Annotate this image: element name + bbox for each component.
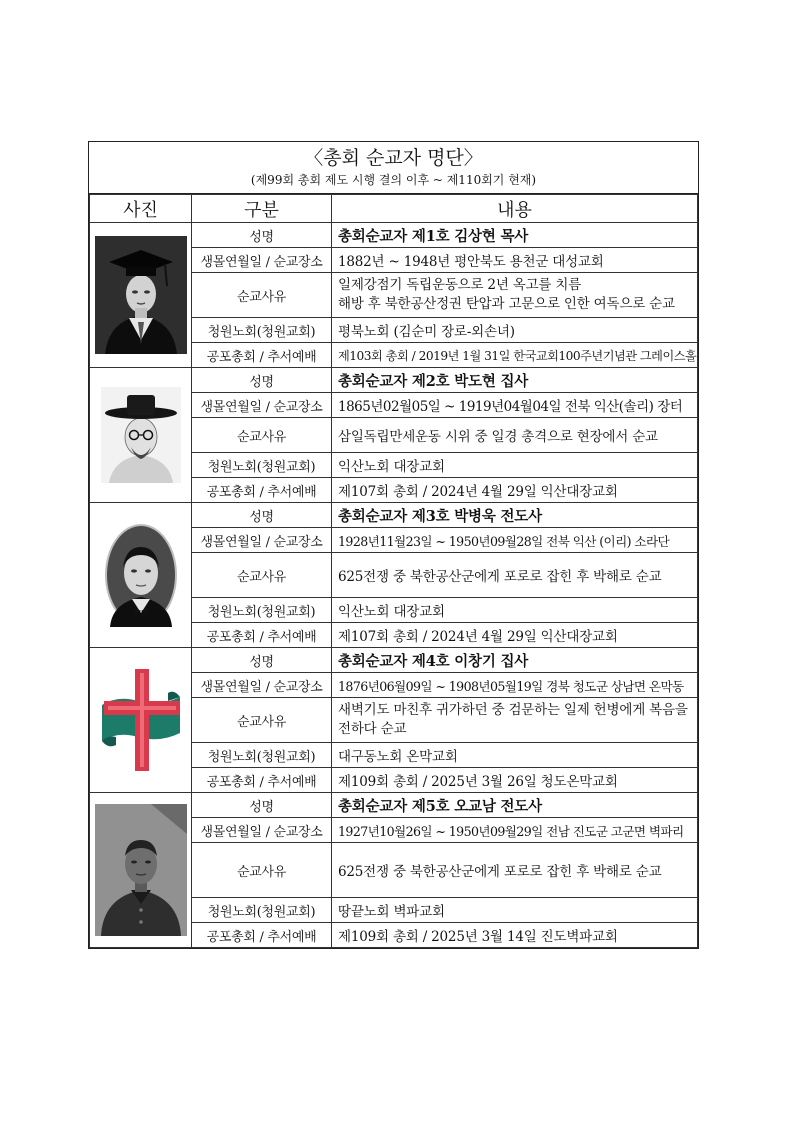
table-row (90, 223, 698, 248)
label-name: 성명 (192, 503, 332, 528)
label-name: 성명 (192, 648, 332, 673)
label-presbytery: 청원노회(청원교회) (192, 743, 332, 768)
label-name: 성명 (192, 368, 332, 393)
martyr-presbytery: 대구동노회 온막교회 (332, 743, 698, 768)
label-reason: 순교사유 (192, 843, 332, 898)
label-dates: 생몰연월일 / 순교장소 (192, 248, 332, 273)
martyr-dates: 1882년 ~ 1948년 평안북도 용천군 대성교회 (332, 248, 698, 273)
martyr-assembly: 제107회 총회 / 2024년 4월 29일 익산대장교회 (332, 478, 698, 503)
label-presbytery: 청원노회(청원교회) (192, 598, 332, 623)
label-presbytery: 청원노회(청원교회) (192, 898, 332, 923)
martyr-assembly: 제109회 총회 / 2025년 3월 26일 청도온막교회 (332, 768, 698, 793)
martyr-presbytery: 평북노회 (김순미 장로-외손녀) (332, 318, 698, 343)
martyr-assembly: 제103회 총회 / 2019년 1월 31일 한국교회100주년기념관 그레이스홀 (332, 343, 698, 368)
label-assembly: 공포총회 / 추서예배 (192, 923, 332, 948)
label-reason: 순교사유 (192, 418, 332, 453)
martyr-presbytery: 익산노회 대장교회 (332, 598, 698, 623)
martyr-reason-line: 해방 후 북한공산정권 탄압과 고문으로 인한 여독으로 순교 (338, 296, 675, 312)
label-assembly: 공포총회 / 추서예배 (192, 623, 332, 648)
label-dates: 생몰연월일 / 순교장소 (192, 528, 332, 553)
martyr-photo-cell (90, 648, 192, 793)
martyr-name: 총회순교자 제1호 김상현 목사 (332, 223, 698, 248)
column-header-category: 구분 (192, 195, 332, 223)
document-title: 〈총회 순교자 명단〉 (304, 147, 483, 169)
document-header (89, 142, 698, 194)
martyr-dates: 1865년02월05일 ~ 1919년04월04일 전북 익산(솔리) 장터 (332, 393, 698, 418)
table-row (90, 648, 698, 673)
label-reason: 순교사유 (192, 553, 332, 598)
table-row (90, 793, 698, 818)
label-presbytery: 청원노회(청원교회) (192, 453, 332, 478)
martyr-photo-cell (90, 503, 192, 648)
label-presbytery: 청원노회(청원교회) (192, 318, 332, 343)
label-assembly: 공포총회 / 추서예배 (192, 768, 332, 793)
martyr-reason: 625전쟁 중 북한공산군에게 포로로 잡힌 후 박해로 순교 (332, 553, 698, 598)
martyr-reason: 삼일독립만세운동 시위 중 일경 총격으로 현장에서 순교 (332, 418, 698, 453)
martyr-name: 총회순교자 제2호 박도현 집사 (332, 368, 698, 393)
portrait-young-man-icon (104, 523, 178, 627)
martyr-name: 총회순교자 제3호 박병욱 전도사 (332, 503, 698, 528)
label-name: 성명 (192, 223, 332, 248)
label-dates: 생몰연월일 / 순교장소 (192, 818, 332, 843)
label-assembly: 공포총회 / 추서예배 (192, 478, 332, 503)
martyr-presbytery: 땅끝노회 벽파교회 (332, 898, 698, 923)
martyr-reason (332, 273, 698, 318)
martyr-presbytery: 익산노회 대장교회 (332, 453, 698, 478)
label-assembly: 공포총회 / 추서예배 (192, 343, 332, 368)
martyr-photo-cell (90, 368, 192, 503)
martyr-dates: 1876년06월09일 ~ 1908년05월19일 경북 청도군 상남면 온막동 (332, 673, 698, 698)
martyr-table (89, 194, 698, 948)
martyr-reason-line: 일제강점기 독립운동으로 2년 옥고를 치름 (338, 277, 582, 293)
martyr-photo-cell (90, 223, 192, 368)
cross-scroll-icon (98, 665, 184, 775)
martyr-reason: 새벽기도 마친후 귀가하던 중 검문하는 일제 헌병에게 복음을 전하다 순교 (332, 698, 698, 743)
label-name: 성명 (192, 793, 332, 818)
column-header-photo: 사진 (90, 195, 192, 223)
martyr-name: 총회순교자 제5호 오교남 전도사 (332, 793, 698, 818)
label-dates: 생몰연월일 / 순교장소 (192, 673, 332, 698)
martyr-reason: 625전쟁 중 북한공산군에게 포로로 잡힌 후 박해로 순교 (332, 843, 698, 898)
table-row (90, 368, 698, 393)
portrait-uniform-icon (95, 804, 187, 936)
martyr-assembly: 제107회 총회 / 2024년 4월 29일 익산대장교회 (332, 623, 698, 648)
label-dates: 생몰연월일 / 순교장소 (192, 393, 332, 418)
martyr-dates: 1928년11월23일 ~ 1950년09월28일 전북 익산 (이리) 소라단 (332, 528, 698, 553)
martyr-assembly: 제109회 총회 / 2025년 3월 14일 진도벽파교회 (332, 923, 698, 948)
martyr-photo-cell (90, 793, 192, 948)
label-reason: 순교사유 (192, 698, 332, 743)
portrait-gat-hat-icon (101, 387, 181, 483)
table-row (90, 503, 698, 528)
portrait-graduation-cap-icon (95, 236, 187, 354)
martyr-list-document (88, 141, 699, 949)
label-reason: 순교사유 (192, 273, 332, 318)
document-subtitle: (제99회 총회 제도 시행 결의 이후 ~ 제110회기 현재) (250, 173, 537, 187)
martyr-dates: 1927년10월26일 ~ 1950년09월29일 전남 진도군 고군면 벽파리 (332, 818, 698, 843)
column-header-content: 내용 (332, 195, 698, 223)
martyr-name: 총회순교자 제4호 이창기 집사 (332, 648, 698, 673)
